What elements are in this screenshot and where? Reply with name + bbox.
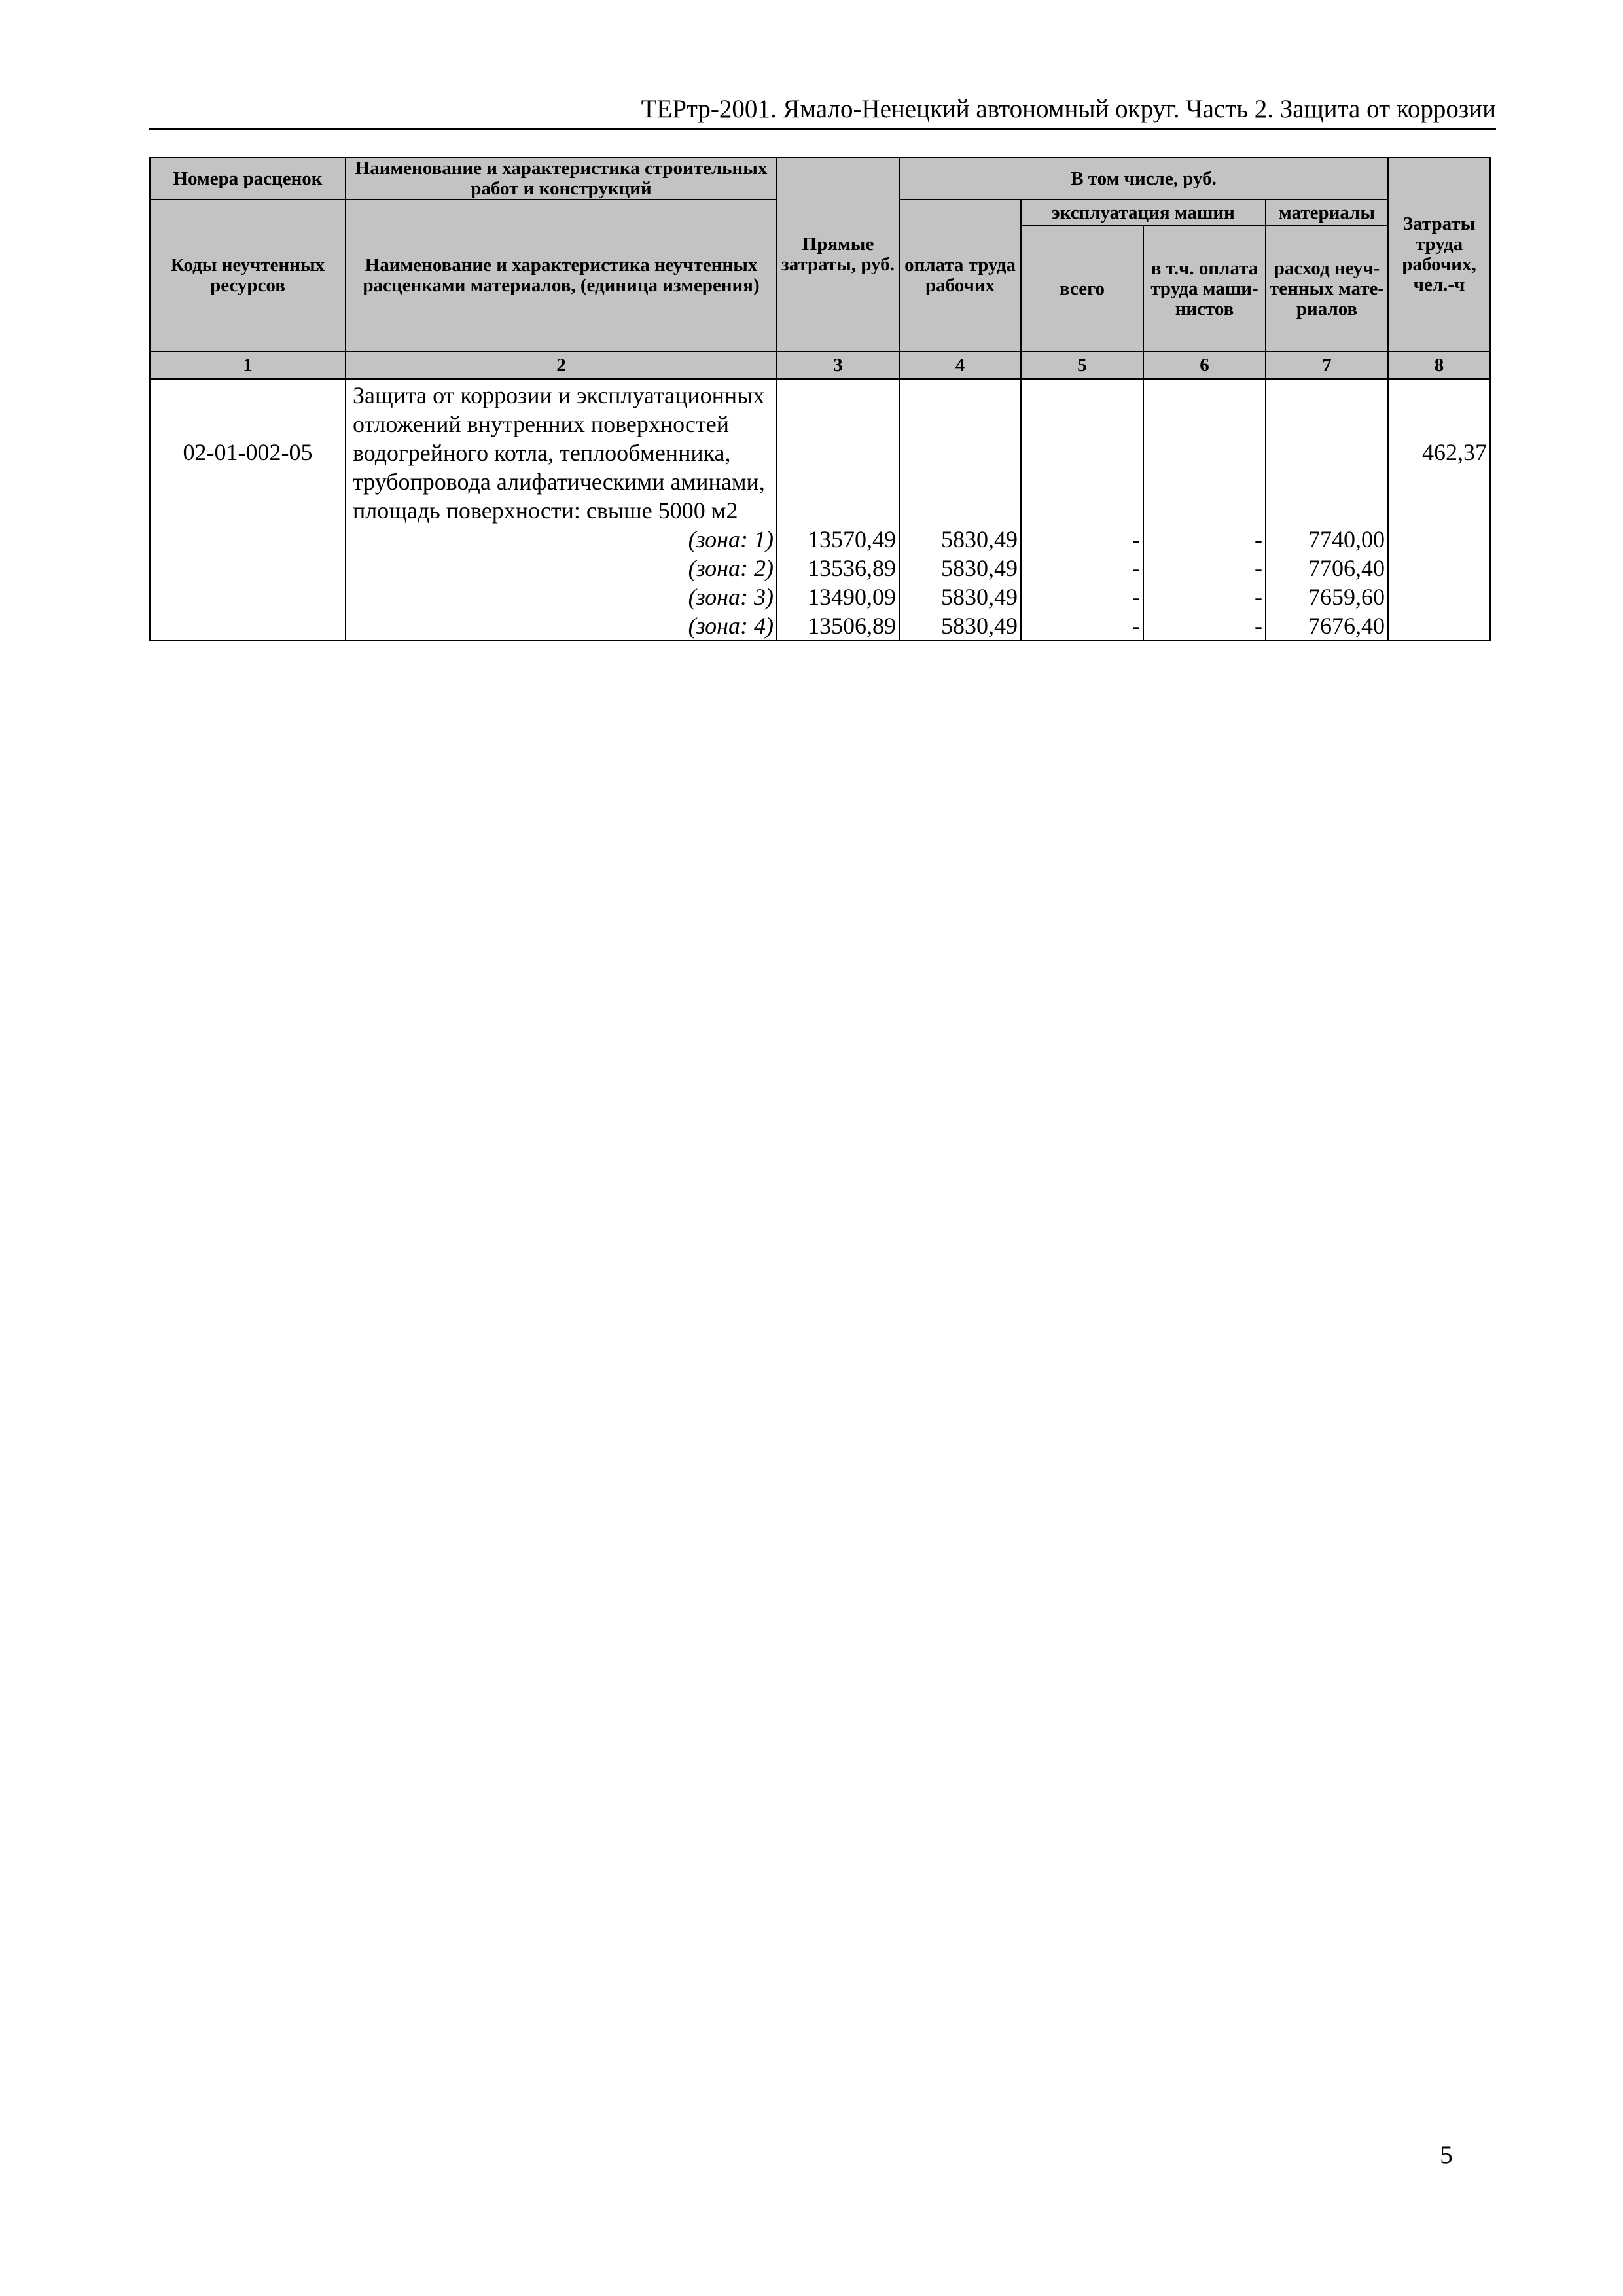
machinist-pay: -: [1143, 611, 1266, 641]
machines-total: -: [1021, 611, 1143, 641]
page-number: 5: [1440, 2141, 1453, 2169]
header-material-name: Наименование и характеристика неучтенных расценками материалов, (единица измерения): [346, 200, 777, 351]
labor-pay: 5830,49: [899, 583, 1021, 611]
labor-pay: 5830,49: [899, 554, 1021, 583]
header-rate-numbers: Номера расценок: [150, 158, 346, 200]
column-number: 2: [346, 351, 777, 379]
header-unaccounted-materials: расход неуч-тенных мате-риалов: [1266, 226, 1388, 351]
header-labor-hours: Затраты труда рабочих, чел.-ч: [1388, 158, 1490, 351]
materials-cost: 7659,60: [1266, 583, 1388, 611]
labor-pay: 5830,49: [899, 611, 1021, 641]
direct-cost: 13490,09: [777, 583, 899, 611]
header-materials: материалы: [1266, 200, 1388, 226]
table-row: [150, 583, 1490, 611]
direct-cost: 13570,49: [777, 525, 899, 554]
materials-cost: 7706,40: [1266, 554, 1388, 583]
materials-cost: 7740,00: [1266, 525, 1388, 554]
direct-cost: 13536,89: [777, 554, 899, 583]
table-row: [150, 611, 1490, 641]
table-row: [150, 379, 1490, 525]
header-machinist-pay: в т.ч. оплата труда маши-нистов: [1143, 226, 1266, 351]
header-labor-pay: оплата труда рабочих: [899, 200, 1021, 351]
document-header: ТЕРтр-2001. Ямало-Ненецкий автономный округ. Часть 2. Защита от коррозии: [149, 92, 1496, 130]
column-number: 3: [777, 351, 899, 379]
machines-total: -: [1021, 554, 1143, 583]
labor-hours-value: 462,37: [1388, 379, 1490, 525]
materials-cost: 7676,40: [1266, 611, 1388, 641]
table-row: [150, 554, 1490, 583]
column-number: 7: [1266, 351, 1388, 379]
table-row: [150, 525, 1490, 554]
machinist-pay: -: [1143, 583, 1266, 611]
header-machines-total: всего: [1021, 226, 1143, 351]
machines-total: -: [1021, 583, 1143, 611]
rate-code: 02-01-002-05: [150, 379, 346, 525]
zone-label: (зона: 2): [346, 554, 777, 583]
column-number: 4: [899, 351, 1021, 379]
table-header: [150, 158, 1490, 379]
zone-label: (зона: 4): [346, 611, 777, 641]
header-work-name: Наименование и характеристика строительных работ и конструкций: [346, 158, 777, 200]
column-number: 6: [1143, 351, 1266, 379]
rate-description: Защита от коррозии и эксплуатационных отложений внутренних поверхностей водогрейного котла, теплообменника, трубопровода алифатическими аминами, площадь поверхности: свыше 5000 м2: [346, 379, 777, 525]
column-number: 1: [150, 351, 346, 379]
labor-pay: 5830,49: [899, 525, 1021, 554]
header-machine-operation: эксплуатация машин: [1021, 200, 1266, 226]
column-number: 8: [1388, 351, 1490, 379]
table-body: [150, 379, 1490, 641]
column-number: 5: [1021, 351, 1143, 379]
zone-label: (зона: 1): [346, 525, 777, 554]
machines-total: -: [1021, 525, 1143, 554]
header-resource-codes: Коды неучтенных ресурсов: [150, 200, 346, 351]
direct-cost: 13506,89: [777, 611, 899, 641]
rates-table: [149, 157, 1491, 641]
header-including: В том числе, руб.: [899, 158, 1388, 200]
machinist-pay: -: [1143, 554, 1266, 583]
header-direct-costs: Прямые затраты, руб.: [777, 158, 899, 351]
zone-label: (зона: 3): [346, 583, 777, 611]
machinist-pay: -: [1143, 525, 1266, 554]
